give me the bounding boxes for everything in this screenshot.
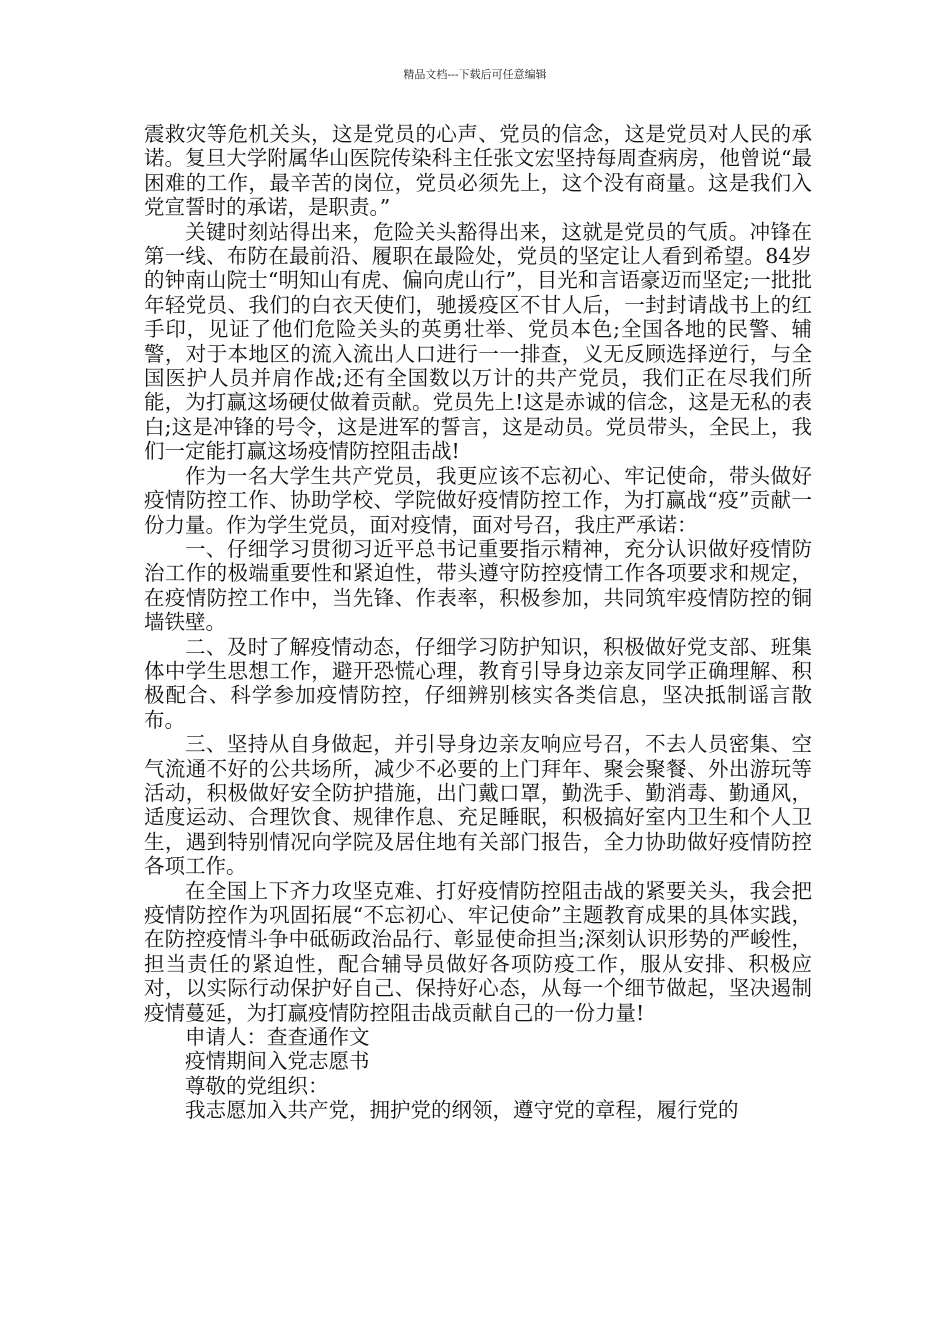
paragraph-opening: 我志愿加入共产党，拥护党的纲领，遵守党的章程，履行党的 (185, 1098, 739, 1123)
paragraph-3: 作为一名大学生共产党员，我更应该不忘初心、牢记使命，带头做好疫情防控工作、协助学校、学院做好疫情防控工作，为打赢战“疫”贡献一份力量。作为学生党员，面对疫情，面对号召，我庄严承诺： (144, 463, 812, 537)
paragraph-pledge-1: 一、仔细学习贯彻习近平总书记重要指示精神，充分认识做好疫情防治工作的极端重要性和紧迫性，带头遵守防控疫情工作各项要求和规定，在疫情防控工作中，当先锋、作表率，积极参加，共同筑牢疫情防控的铜墙铁壁。 (144, 536, 812, 635)
paragraph-2: 关键时刻站得出来，危险关头豁得出来，这就是党员的气质。冲锋在第一线、布防在最前沿、履职在最险处，党员的坚定让人看到希望。84岁的钟南山院士“明知山有虎、偏向虎山行”，目光和言语豪迈而坚定;一批批年轻党员、我们的白衣天使们，驰援疫区不甘人后，一封封请战书上的红手印，见证了他们危险关头的英勇壮举、党员本色;全国各地的民警、辅警，对于本地区的流入流出人口进行一一排查，义无反顾选择逆行，与全国医护人员并肩作战;还有全国数以万计的共产党员，我们正在尽我们所能，为打赢这场硬仗做着贡献。党员先上!这是赤诚的信念，这是无私的表白;这是冲锋的号令，这是进军的誓言，这是动员。党员带头，全民上，我们一定能打赢这场疫情防控阻击战! (144, 219, 812, 464)
document-body (144, 122, 812, 1123)
section-title: 疫情期间入党志愿书 (185, 1049, 370, 1074)
page-header-note: 精品文档---下载后可任意编辑 (403, 68, 547, 81)
applicant-line: 申请人：查查通作文 (185, 1025, 370, 1050)
paragraph-pledge-2: 二、及时了解疫情动态，仔细学习防护知识，积极做好党支部、班集体中学生思想工作，避开恐慌心理，教育引导身边亲友同学正确理解、积极配合、科学参加疫情防控，仔细辨别核实各类信息，坚决抵制谣言散布。 (144, 634, 812, 732)
paragraph-pledge-3: 三、坚持从自身做起，并引导身边亲友响应号召，不去人员密集、空气流通不好的公共场所，减少不必要的上门拜年、聚会聚餐、外出游玩等活动，积极做好安全防护措施，出门戴口罩，勤洗手、勤消毒、勤通风，适度运动、合理饮食、规律作息、充足睡眠，积极搞好室内卫生和个人卫生，遇到特别情况向学院及居住地有关部门报告，全力协助做好疫情防控各项工作。 (144, 732, 812, 879)
salutation: 尊敬的党组织： (185, 1073, 329, 1098)
paragraph-1: 震救灾等危机关头，这是党员的心声、党员的信念，这是党员对人民的承诺。复旦大学附属华山医院传染科主任张文宏坚持每周查病房，他曾说“最困难的工作，最辛苦的岗位，党员必须先上，这个没有商量。这是我们入党宣誓时的承诺，是职责。” (144, 122, 812, 220)
paragraph-conclusion: 在全国上下齐力攻坚克难、打好疫情防控阻击战的紧要关头，我会把疫情防控作为巩固拓展“不忘初心、牢记使命”主题教育成果的具体实践，在防控疫情斗争中砥砺政治品行、彰显使命担当;深刻认识形势的严峻性，担当责任的紧迫性，配合辅导员做好各项防疫工作，服从安排、积极应对，以实际行动保护好自己、保持好心态，从每一个细节做起，坚决遏制疫情蔓延，为打赢疫情防控阻击战贡献自己的一份力量! (144, 878, 812, 1025)
